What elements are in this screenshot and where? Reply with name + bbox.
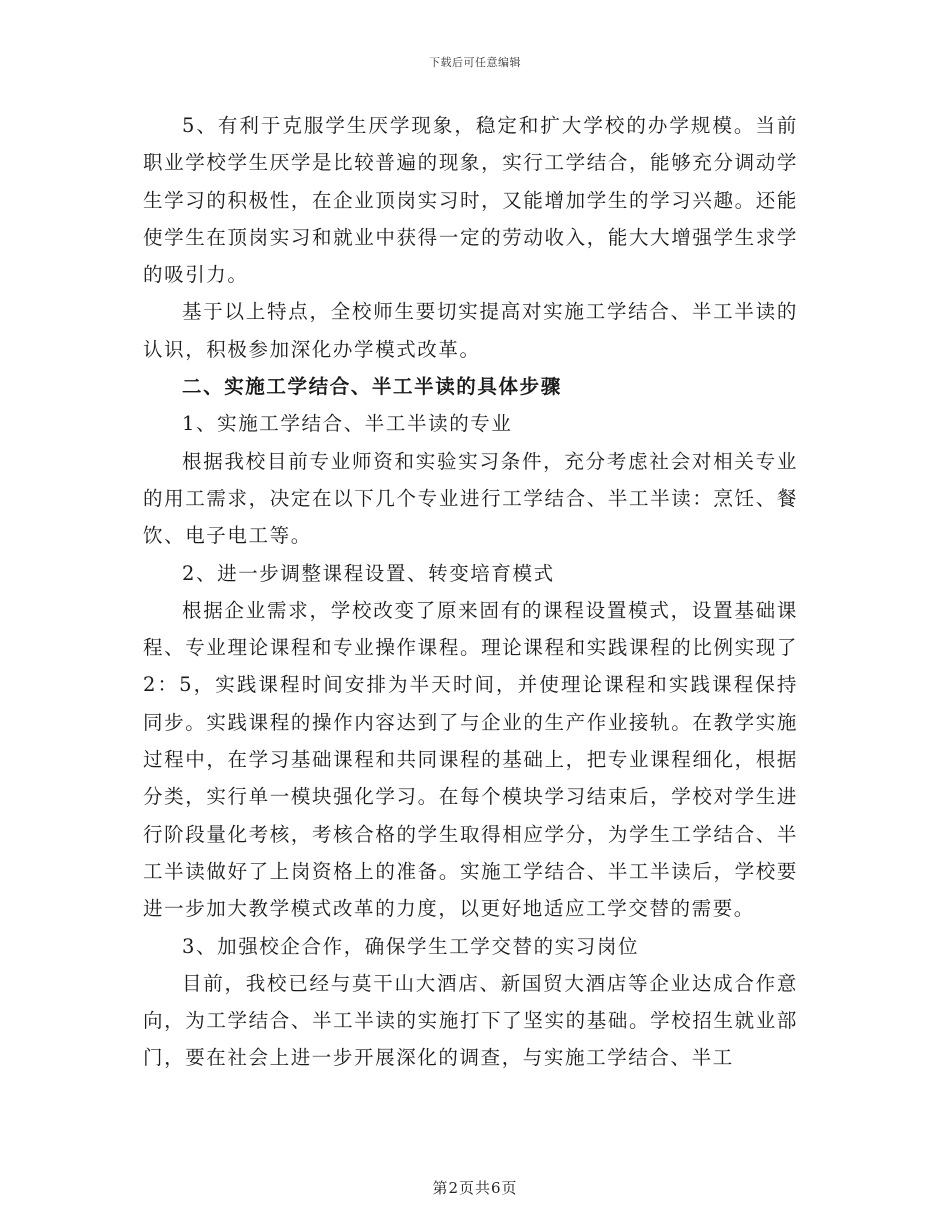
subheading-2: 2、进一步调整课程设置、转变培育模式 <box>182 561 555 585</box>
page-header: 下载后可任意编辑 <box>429 56 521 69</box>
paragraph-curriculum: 根据企业需求，学校改变了原来固有的课程设置模式，设置基础课程、专业理论课程和专业操作课程。理论课程和实践课程的比例实现了2：5，实践课程时间安排为半天时间，并使理论课程和实践课程保持同步。实践课程的操作内容达到了与企业的生产作业接轨。在教学实施过程中，在学习基础课程和共同课程的基础上，把专业课程细化，根据分类，实行单一模块强化学习。在每个模块学习结束后，学校对学生进行阶段量化考核，考核合格的学生取得相应学分，为学生工学结合、半工半读做好了上岗资格上的准备。实施工学结合、半工半读后，学校要进一步加大教学模式改革的力度，以更好地适应工学交替的需要。 <box>143 598 798 921</box>
paragraph-summary: 基于以上特点，全校师生要切实提高对实施工学结合、半工半读的认识，积极参加深化办学模式改革。 <box>143 300 798 361</box>
page-number: 第2页共6页 <box>432 1179 518 1197</box>
subheading-3: 3、加强校企合作，确保学生工学交替的实习岗位 <box>182 934 640 958</box>
paragraph-majors: 根据我校目前专业师资和实验实习条件，充分考虑社会对相关专业的用工需求，决定在以下几个专业进行工学结合、半工半读：烹饪、餐饮、电子电工等。 <box>143 449 798 548</box>
subheading-1: 1、实施工学结合、半工半读的专业 <box>182 412 513 436</box>
paragraph-point-5: 5、有利于克服学生厌学现象，稳定和扩大学校的办学规模。当前职业学校学生厌学是比较普遍的现象，实行工学结合，能够充分调动学生学习的积极性，在企业顶岗实习时，又能增加学生的学习兴趣。还能使学生在顶岗实习和就业中获得一定的劳动收入，能大大增强学生求学的吸引力。 <box>143 114 798 287</box>
document-body <box>143 107 798 1077</box>
paragraph-cooperation: 目前，我校已经与莫干山大酒店、新国贸大酒店等企业达成合作意向，为工学结合、半工半读的实施打下了坚实的基础。学校招生就业部门，要在社会上进一步开展深化的调查，与实施工学结合、半工 <box>143 971 798 1070</box>
section-heading-2: 二、实施工学结合、半工半读的具体步骤 <box>182 375 562 399</box>
